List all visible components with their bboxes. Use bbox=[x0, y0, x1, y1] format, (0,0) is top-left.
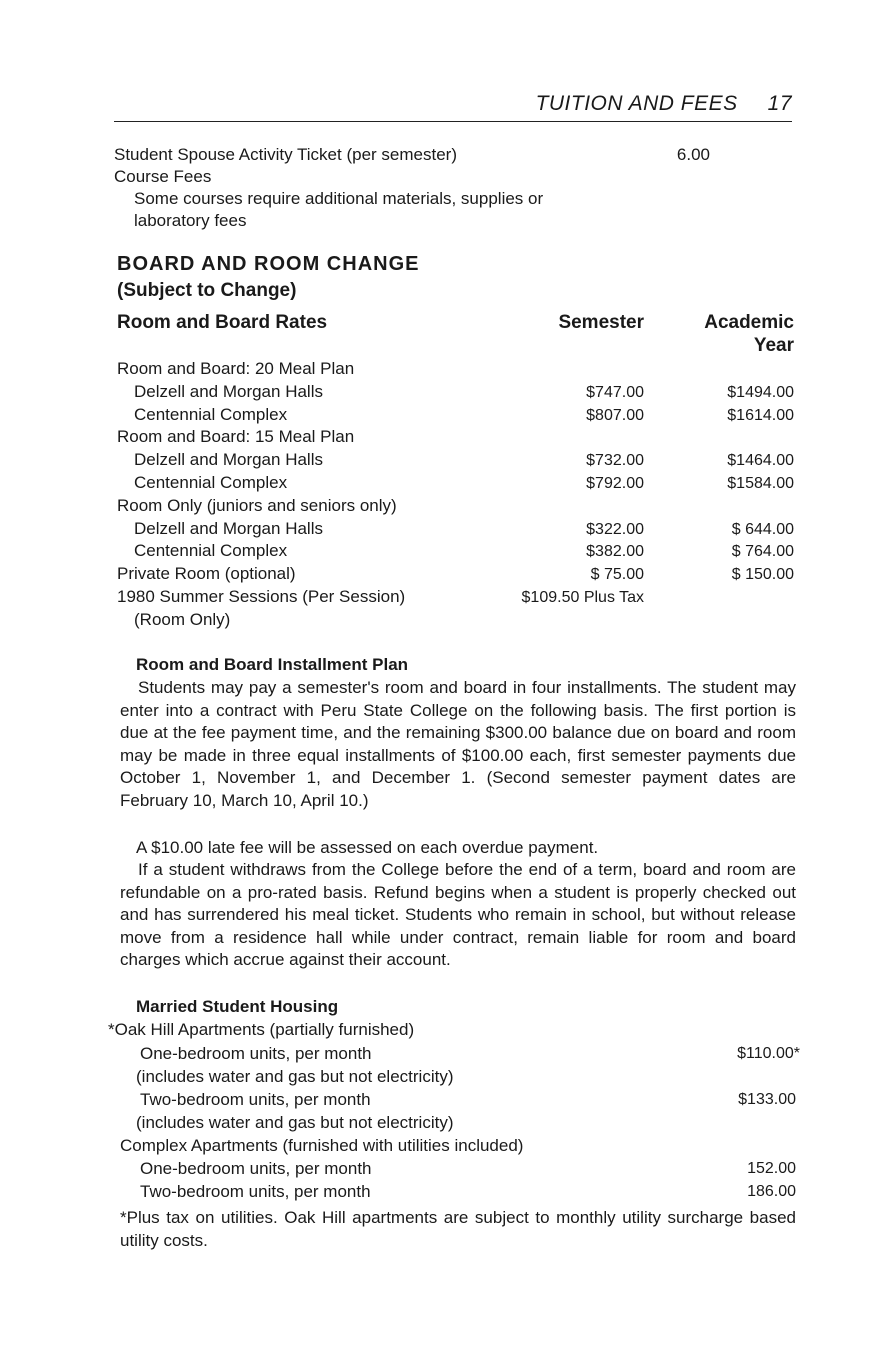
rate-row-label: Delzell and Morgan Halls bbox=[134, 381, 323, 401]
course-fees-label: Course Fees bbox=[114, 167, 212, 186]
academic-year-header-line2: Year bbox=[753, 335, 794, 356]
rate-row-label: Centennial Complex bbox=[134, 404, 288, 424]
rate-row-label: Centennial Complex bbox=[134, 541, 288, 561]
rate-row-label: Room and Board: 15 Meal Plan bbox=[117, 427, 355, 447]
board-room-subtitle: (Subject to Change) bbox=[117, 280, 297, 301]
rate-row-label: 1980 Summer Sessions (Per Session) bbox=[117, 587, 406, 606]
rate-row-label: Room and Board: 20 Meal Plan bbox=[117, 359, 355, 378]
header-rule bbox=[114, 121, 792, 122]
rate-row-academic-year: $ 150.00 bbox=[731, 566, 794, 584]
rate-row-semester: $792.00 bbox=[586, 475, 644, 492]
installment-paragraph bbox=[120, 677, 796, 813]
oak-one-bed-label: One-bedroom units, per month bbox=[140, 1044, 372, 1063]
utility-footnote: *Plus tax on utilities. Oak Hill apartments are subject to monthly utility surcharge based utility costs. bbox=[120, 1208, 796, 1250]
rate-row-label: Centennial Complex bbox=[134, 473, 288, 492]
installment-title: Room and Board Installment Plan bbox=[136, 655, 409, 674]
section-title: TUITION AND FEES bbox=[535, 92, 738, 115]
rate-row-semester: $322.00 bbox=[586, 520, 644, 538]
rate-row-semester: $ 75.00 bbox=[590, 566, 644, 584]
spouse-ticket-amount: 6.00 bbox=[676, 145, 710, 164]
rate-row-academic-year: $1584.00 bbox=[727, 475, 794, 492]
rate-row-semester: $109.50 Plus Tax bbox=[521, 589, 644, 606]
academic-year-header-line1: Academic bbox=[704, 312, 794, 333]
page-number: 17 bbox=[767, 92, 792, 115]
complex-two-bed-amount: 186.00 bbox=[747, 1183, 796, 1200]
rate-row-semester: $747.00 bbox=[586, 383, 644, 401]
rate-row-academic-year: $1464.00 bbox=[727, 452, 794, 470]
oak-two-bed-label: Two-bedroom units, per month bbox=[140, 1090, 371, 1109]
oak-utilities-note-2: (includes water and gas but not electricity) bbox=[136, 1113, 454, 1132]
rate-row-label: Private Room (optional) bbox=[117, 564, 296, 584]
complex-two-bed-label: Two-bedroom units, per month bbox=[140, 1182, 371, 1201]
rate-row-academic-year: $ 644.00 bbox=[731, 520, 794, 538]
summer-room-only-note: (Room Only) bbox=[134, 610, 231, 629]
course-fees-note-line2: laboratory fees bbox=[134, 211, 247, 230]
refund-paragraph bbox=[120, 859, 796, 972]
rates-column-header: Room and Board Rates bbox=[117, 312, 328, 333]
rate-row-semester: $382.00 bbox=[586, 543, 644, 561]
rate-row-academic-year: $1494.00 bbox=[727, 383, 794, 401]
complex-heading: Complex Apartments (furnished with utilities included) bbox=[120, 1136, 524, 1155]
refund-para: If a student withdraws from the College before the end of a term, board and room are refundable on a pro-rated basis. Refund begins when a student is properly checked out and has surrendered his meal ticket. Students who remain in school, but without release move from a residence hall while under contract, remain liable for room and board charges which accrue against their account. bbox=[120, 860, 796, 970]
rate-row-label: Room Only (juniors and seniors only) bbox=[117, 495, 397, 515]
rate-row-label: Delzell and Morgan Halls bbox=[134, 518, 323, 538]
married-housing-title: Married Student Housing bbox=[136, 997, 339, 1016]
rate-row-semester: $807.00 bbox=[586, 406, 644, 424]
oak-utilities-note: (includes water and gas but not electricity) bbox=[136, 1067, 454, 1086]
course-fees-note-line1: Some courses require additional materials, supplies or bbox=[134, 189, 544, 208]
rate-row-label: Delzell and Morgan Halls bbox=[134, 450, 323, 470]
page-header bbox=[114, 92, 792, 116]
oak-two-bed-amount: $133.00 bbox=[738, 1091, 796, 1108]
spouse-ticket-label: Student Spouse Activity Ticket (per semester) bbox=[114, 145, 457, 164]
oak-one-bed-amount: $110.00* bbox=[737, 1045, 800, 1062]
installment-para1: Students may pay a semester's room and board in four installments. The student may enter into a contract with Peru State College on the following basis. The first portion is due at the fee payment time, and the remaining $300.00 balance due on board and room may be made in three equal installments of $100.00 each, first semester payments due October 1, November 1, and December 1. (Second semester payment dates are February 10, March 10, April 10.) bbox=[120, 678, 796, 810]
oak-hill-heading: *Oak Hill Apartments (partially furnished) bbox=[108, 1020, 415, 1039]
board-room-title: BOARD AND ROOM CHANGE bbox=[117, 253, 420, 275]
complex-one-bed-label: One-bedroom units, per month bbox=[140, 1159, 372, 1178]
late-fee-text: A $10.00 late fee will be assessed on each overdue payment. bbox=[136, 838, 599, 857]
rate-row-academic-year: $1614.00 bbox=[727, 406, 794, 424]
semester-column-header: Semester bbox=[558, 312, 644, 333]
complex-one-bed-amount: 152.00 bbox=[747, 1160, 796, 1177]
rate-row-semester: $732.00 bbox=[586, 452, 644, 470]
rate-row-academic-year: $ 764.00 bbox=[731, 543, 794, 561]
